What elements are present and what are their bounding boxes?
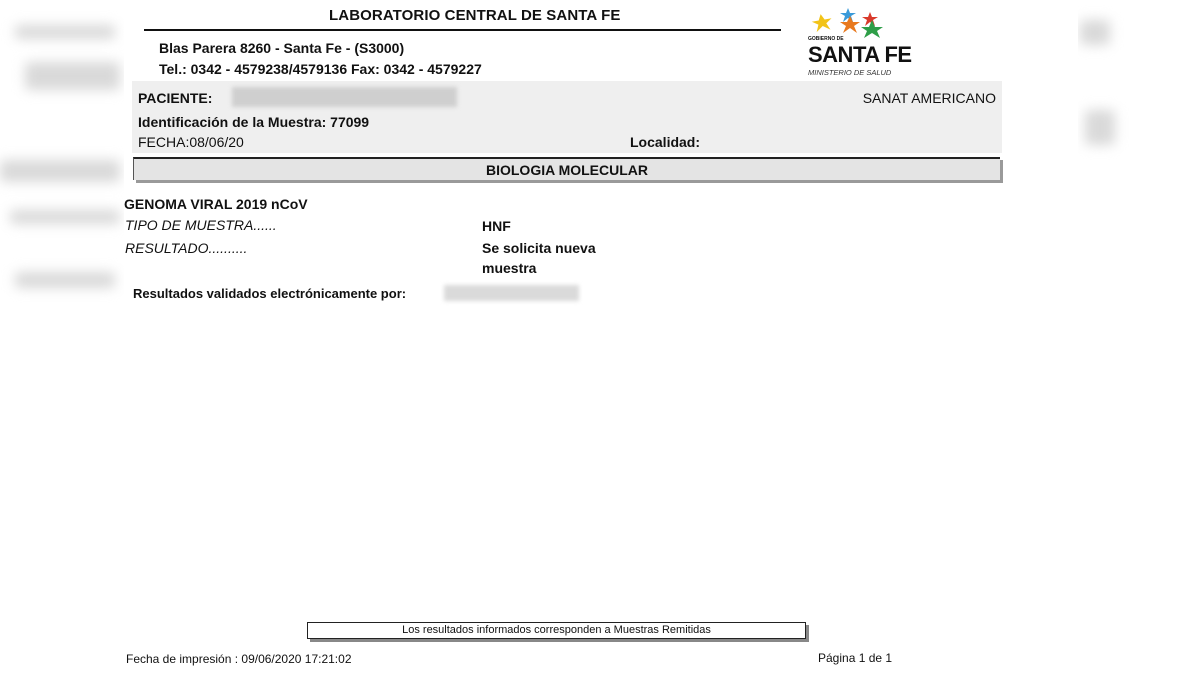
patient-name-redacted xyxy=(232,87,457,107)
sample-date: FECHA:08/06/20 xyxy=(138,134,244,150)
sample-type-label: TIPO DE MUESTRA...... xyxy=(125,217,277,233)
insurer-name: SANAT AMERICANO xyxy=(862,90,996,106)
validator-name-redacted xyxy=(444,285,579,301)
lab-address: Blas Parera 8260 - Santa Fe - (S3000) xyxy=(159,40,405,56)
validated-by-label: Resultados validados electrónicamente por: xyxy=(133,286,407,301)
title-divider xyxy=(144,29,781,31)
result-value: Se solicita nueva muestra xyxy=(482,240,596,276)
logo-top-text: GOBIERNO DE xyxy=(808,36,844,42)
blurred-background-left xyxy=(10,210,120,224)
blurred-background-left xyxy=(15,25,115,39)
locality-label: Localidad: xyxy=(630,134,701,150)
santa-fe-logo xyxy=(808,8,918,80)
exam-title: GENOMA VIRAL 2019 nCoV xyxy=(124,196,308,212)
logo-main-text: SANTA FE xyxy=(808,42,912,67)
section-header xyxy=(133,157,1000,180)
lab-name: LABORATORIO CENTRAL DE SANTA FE xyxy=(329,7,621,24)
sample-id: Identificación de la Muestra: 77099 xyxy=(138,114,370,130)
blurred-background-left xyxy=(15,272,115,288)
lab-report-page xyxy=(124,0,1078,675)
patient-info-box xyxy=(132,81,1002,153)
page-number: Página 1 de 1 xyxy=(818,651,893,665)
print-date: Fecha de impresión : 09/06/2020 17:21:02 xyxy=(126,652,352,666)
blurred-background-right xyxy=(1085,110,1115,145)
section-title: BIOLOGIA MOLECULAR xyxy=(485,162,649,178)
result-label: RESULTADO.......... xyxy=(125,240,248,256)
lab-phones: Tel.: 0342 - 4579238/4579136 Fax: 0342 - 4579227 xyxy=(159,61,482,77)
patient-label: PACIENTE: xyxy=(138,90,213,106)
footer-note: Los resultados informados corresponden a Muestras Remitidas xyxy=(307,622,806,639)
logo-sub-text: MINISTERIO DE SALUD xyxy=(808,68,892,77)
blurred-background-right xyxy=(1080,20,1110,45)
blurred-background-left xyxy=(25,62,120,90)
stars-icon xyxy=(810,8,900,38)
sample-type-value: HNF xyxy=(482,218,511,234)
blurred-background-left xyxy=(0,160,120,182)
